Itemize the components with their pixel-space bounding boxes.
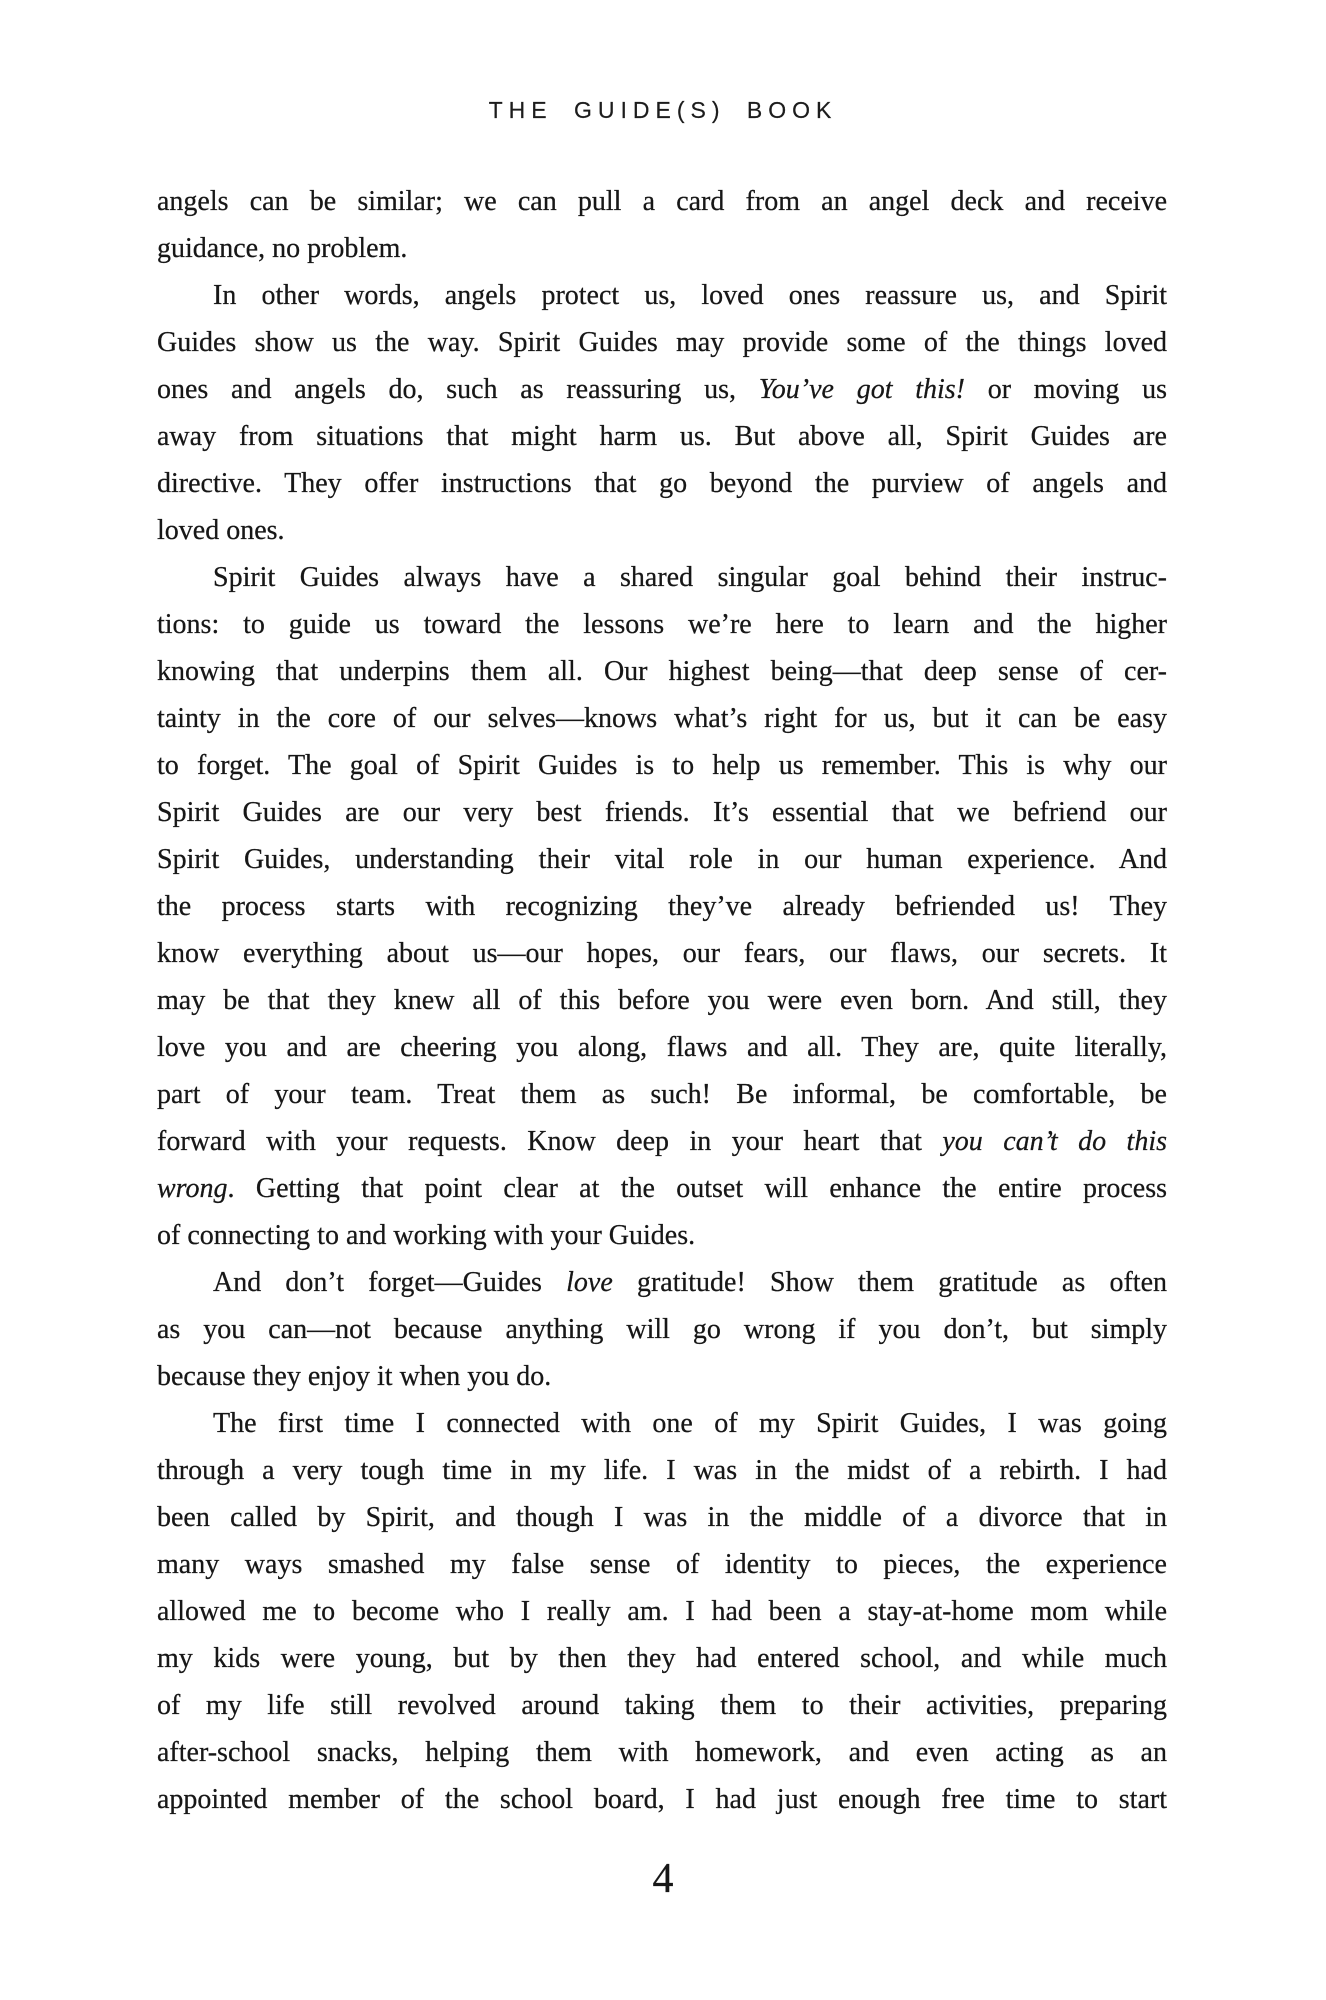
text-line (157, 789, 1167, 836)
text-line (157, 554, 1167, 601)
paragraph (157, 272, 1167, 554)
text-segment: allowed me to become who I really am. I had been a stay-at-home mom while (157, 1596, 1167, 1627)
text-line (157, 1306, 1167, 1353)
text-line (157, 648, 1167, 695)
page-number: 4 (652, 1856, 674, 1902)
text-line (157, 413, 1167, 460)
text-segment: Spirit Guides always have a shared singular goal behind their instruc- (213, 562, 1167, 593)
text-line (157, 695, 1167, 742)
text-line (157, 460, 1167, 507)
body-text (157, 178, 1167, 1823)
text-segment: of connecting to and working with your Guides. (157, 1220, 696, 1251)
text-segment: tions: to guide us toward the lessons we’re here to learn and the higher (157, 609, 1167, 640)
text-segment: And don’t forget—Guides (213, 1267, 567, 1298)
text-line (157, 930, 1167, 977)
text-line (157, 507, 1167, 554)
text-segment: my kids were young, but by then they had entered school, and while much (157, 1643, 1167, 1674)
text-line (157, 178, 1167, 225)
text-line (157, 883, 1167, 930)
text-segment: Spirit Guides are our very best friends. It’s essential that we befriend our (157, 797, 1167, 828)
paragraph (157, 554, 1167, 1259)
text-segment: away from situations that might harm us. But above all, Spirit Guides are (157, 421, 1167, 452)
text-line (157, 1212, 1167, 1259)
text-line (157, 977, 1167, 1024)
text-segment: In other words, angels protect us, loved ones reassure us, and Spirit (213, 280, 1167, 311)
text-line (157, 1259, 1167, 1306)
text-line (157, 1588, 1167, 1635)
text-segment: after-school snacks, helping them with homework, and even acting as an (157, 1737, 1167, 1768)
text-segment: directive. They offer instructions that go beyond the purview of angels and (157, 468, 1167, 499)
text-line (157, 601, 1167, 648)
text-line (157, 319, 1167, 366)
text-line (157, 272, 1167, 319)
text-segment: love you and are cheering you along, flaws and all. They are, quite literally, (157, 1032, 1167, 1063)
text-line (157, 1682, 1167, 1729)
text-line (157, 1024, 1167, 1071)
text-segment: knowing that underpins them all. Our highest being—that deep sense of cer- (157, 656, 1167, 687)
text-segment: The first time I connected with one of my Spirit Guides, I was going (213, 1408, 1167, 1439)
text-segment: part of your team. Treat them as such! Be informal, be comfortable, be (157, 1079, 1167, 1110)
text-line (157, 1165, 1167, 1212)
text-line (157, 1447, 1167, 1494)
paragraph (157, 1259, 1167, 1400)
text-line (157, 836, 1167, 883)
text-segment: because they enjoy it when you do. (157, 1361, 552, 1392)
text-line (157, 1494, 1167, 1541)
text-line (157, 1071, 1167, 1118)
text-line (157, 225, 1167, 272)
text-segment: angels can be similar; we can pull a card from an angel deck and receive (157, 186, 1167, 217)
emphasized-text: You’ve got this! (758, 374, 966, 405)
paragraph (157, 178, 1167, 272)
text-line (157, 1635, 1167, 1682)
text-line (157, 1118, 1167, 1165)
text-segment: loved ones. (157, 515, 285, 546)
text-line (157, 1541, 1167, 1588)
text-segment: tainty in the core of our selves—knows what’s right for us, but it can be easy (157, 703, 1167, 734)
text-line (157, 366, 1167, 413)
text-line (157, 742, 1167, 789)
text-segment: or moving us (965, 374, 1167, 405)
paragraph (157, 1400, 1167, 1823)
emphasized-text: wrong (157, 1173, 228, 1204)
text-segment: gratitude! Show them gratitude as often (612, 1267, 1167, 1298)
text-segment: know everything about us—our hopes, our fears, our flaws, our secrets. It (157, 938, 1167, 969)
text-line (157, 1729, 1167, 1776)
text-segment: been called by Spirit, and though I was in the middle of a divorce that in (157, 1502, 1167, 1533)
text-segment: forward with your requests. Know deep in your heart that (157, 1126, 943, 1157)
text-segment: to forget. The goal of Spirit Guides is to help us remember. This is why our (157, 750, 1167, 781)
emphasized-text: love (566, 1267, 613, 1298)
text-line (157, 1353, 1167, 1400)
text-line (157, 1776, 1167, 1823)
text-segment: appointed member of the school board, I had just enough free time to start (157, 1784, 1167, 1815)
text-segment: guidance, no problem. (157, 233, 408, 264)
text-segment: Spirit Guides, understanding their vital role in our human experience. And (157, 844, 1167, 875)
text-segment: may be that they knew all of this before you were even born. And still, they (157, 985, 1167, 1016)
text-segment: through a very tough time in my life. I was in the midst of a rebirth. I had (157, 1455, 1167, 1486)
text-segment: . Getting that point clear at the outset will enhance the entire process (227, 1173, 1167, 1204)
text-segment: the process starts with recognizing they’ve already befriended us! They (157, 891, 1167, 922)
text-line (157, 1400, 1167, 1447)
text-segment: as you can—not because anything will go wrong if you don’t, but simply (157, 1314, 1167, 1345)
text-segment: Guides show us the way. Spirit Guides may provide some of the things loved (157, 327, 1167, 358)
text-segment: many ways smashed my false sense of identity to pieces, the experience (157, 1549, 1167, 1580)
text-segment: of my life still revolved around taking them to their activities, preparing (157, 1690, 1167, 1721)
running-head: THE GUIDE(S) BOOK (488, 97, 838, 123)
emphasized-text: you can’t do this (942, 1126, 1167, 1157)
text-segment: ones and angels do, such as reassuring us, (157, 374, 759, 405)
